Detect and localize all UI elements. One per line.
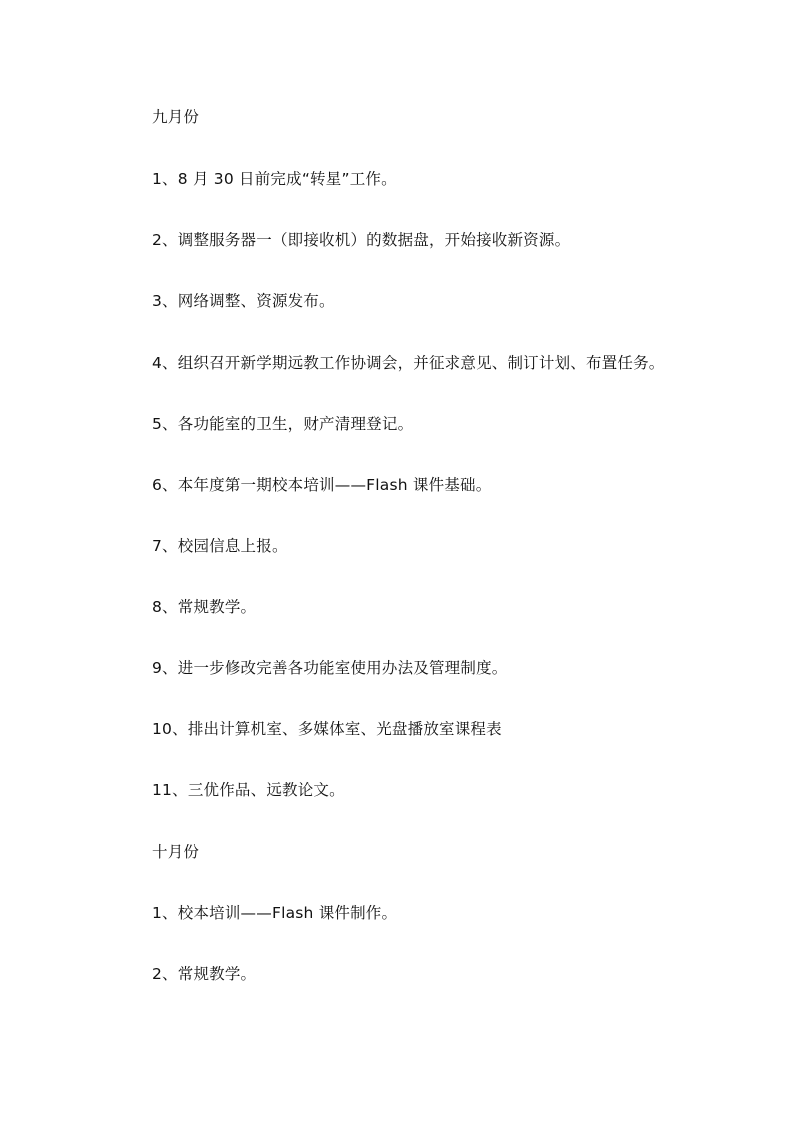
list-item: 8、常规教学。 [152, 598, 257, 616]
list-item: 4、组织召开新学期远教工作协调会，并征求意见、制订计划、布置任务。 [152, 354, 665, 372]
list-item: 10、排出计算机室、多媒体室、光盘播放室课程表 [152, 720, 502, 738]
list-item: 2、调整服务器一（即接收机）的数据盘，开始接收新资源。 [152, 231, 571, 249]
list-item: 9、进一步修改完善各功能室使用办法及管理制度。 [152, 659, 508, 677]
section-heading-september: 九月份 [152, 108, 200, 126]
list-item: 3、网络调整、资源发布。 [152, 292, 335, 310]
list-item: 7、校园信息上报。 [152, 537, 288, 555]
list-item: 1、校本培训——Flash 课件制作。 [152, 904, 398, 922]
list-item: 11、三优作品、远教论文。 [152, 781, 345, 799]
list-item: 1、8 月 30 日前完成“转星”工作。 [152, 170, 397, 188]
list-item: 5、各功能室的卫生，财产清理登记。 [152, 415, 414, 433]
list-item: 6、本年度第一期校本培训——Flash 课件基础。 [152, 476, 492, 494]
list-item: 2、常规教学。 [152, 965, 257, 983]
section-heading-october: 十月份 [152, 843, 200, 861]
